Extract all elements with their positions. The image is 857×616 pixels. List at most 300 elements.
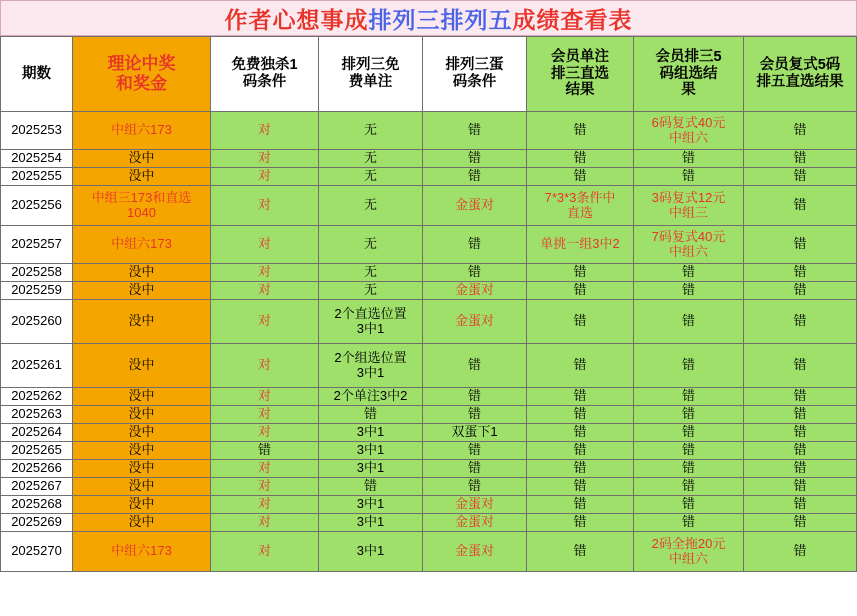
cell-free-kill-condition — [211, 226, 319, 264]
cell-theory-prize — [73, 264, 211, 282]
cell-member-5code-group — [634, 496, 744, 514]
cell-line: 2025269 — [11, 514, 62, 530]
cell-line: 2025261 — [11, 357, 62, 373]
cell-line: 金蛋对 — [454, 514, 494, 530]
cell-theory-prize — [73, 282, 211, 300]
cell-free-kill-condition — [211, 478, 319, 496]
cell-free-kill-condition — [211, 388, 319, 406]
cell-line: 错 — [467, 442, 481, 458]
cell-free-kill-condition — [211, 442, 319, 460]
cell-line: 没中 — [128, 406, 155, 422]
cell-line: 中组六173 — [111, 122, 172, 138]
cell-line: 2025253 — [11, 122, 62, 138]
cell-egg-code-condition — [423, 186, 527, 226]
table-row — [1, 514, 857, 532]
cell-line: 错 — [573, 150, 587, 166]
cell-free-single-bet — [319, 532, 423, 572]
cell-line: 对 — [257, 313, 271, 329]
cell-line: 对 — [257, 168, 271, 184]
cell-line: 错 — [793, 122, 807, 138]
cell-theory-prize — [73, 150, 211, 168]
cell-line: 对 — [257, 197, 271, 213]
cell-line: 中组六 — [668, 129, 708, 145]
cell-member-p5-direct — [744, 282, 857, 300]
cell-egg-code-condition — [423, 300, 527, 344]
cell-line: 错 — [573, 313, 587, 329]
cell-line: 错 — [793, 496, 807, 512]
cell-member-single-direct — [527, 388, 634, 406]
column-header-6 — [634, 37, 744, 112]
cell-period — [1, 264, 73, 282]
column-header-3 — [319, 37, 423, 112]
cell-egg-code-condition — [423, 168, 527, 186]
cell-member-single-direct — [527, 406, 634, 424]
cell-member-single-direct — [527, 514, 634, 532]
cell-member-single-direct — [527, 186, 634, 226]
cell-line: 错 — [681, 478, 695, 494]
cell-line: 对 — [257, 357, 271, 373]
table-row — [1, 168, 857, 186]
cell-line: 3中1 — [356, 496, 385, 512]
cell-line: 无 — [363, 282, 377, 298]
column-header-line: 费单注 — [348, 74, 393, 90]
cell-member-5code-group — [634, 168, 744, 186]
cell-member-5code-group — [634, 226, 744, 264]
cell-line: 错 — [793, 514, 807, 530]
cell-free-kill-condition — [211, 496, 319, 514]
table-row — [1, 406, 857, 424]
cell-line: 错 — [681, 460, 695, 476]
cell-period — [1, 442, 73, 460]
cell-line: 错 — [681, 168, 695, 184]
table-row — [1, 112, 857, 150]
results-table — [0, 36, 857, 572]
cell-line: 错 — [681, 388, 695, 404]
cell-member-single-direct — [527, 112, 634, 150]
cell-line: 错 — [573, 357, 587, 373]
cell-line: 2025254 — [11, 150, 62, 166]
cell-line: 没中 — [128, 150, 155, 166]
cell-line: 错 — [467, 357, 481, 373]
cell-free-kill-condition — [211, 532, 319, 572]
cell-member-p5-direct — [744, 442, 857, 460]
cell-line: 单挑一组3中2 — [540, 236, 620, 252]
cell-period — [1, 478, 73, 496]
cell-line: 对 — [257, 122, 271, 138]
cell-member-p5-direct — [744, 424, 857, 442]
cell-line: 错 — [681, 514, 695, 530]
cell-member-5code-group — [634, 264, 744, 282]
cell-theory-prize — [73, 496, 211, 514]
table-row — [1, 496, 857, 514]
cell-free-single-bet — [319, 406, 423, 424]
cell-member-single-direct — [527, 478, 634, 496]
cell-member-p5-direct — [744, 300, 857, 344]
cell-line: 2025267 — [11, 478, 62, 494]
cell-line: 对 — [257, 424, 271, 440]
cell-line: 错 — [573, 168, 587, 184]
cell-line: 没中 — [128, 442, 155, 458]
cell-line: 3中1 — [356, 320, 385, 336]
cell-line: 错 — [793, 460, 807, 476]
column-header-4 — [423, 37, 527, 112]
column-header-line: 期数 — [22, 65, 51, 82]
cell-line: 对 — [257, 236, 271, 252]
cell-period — [1, 514, 73, 532]
column-header-line: 果 — [681, 82, 696, 99]
cell-member-p5-direct — [744, 344, 857, 388]
cell-line: 2025262 — [11, 388, 62, 404]
cell-member-5code-group — [634, 424, 744, 442]
cell-line: 对 — [257, 478, 271, 494]
cell-free-kill-condition — [211, 112, 319, 150]
cell-member-single-direct — [527, 442, 634, 460]
cell-line: 双蛋下1 — [451, 424, 498, 440]
cell-egg-code-condition — [423, 514, 527, 532]
cell-line: 2025256 — [11, 197, 62, 213]
cell-line: 错 — [793, 236, 807, 252]
table-row — [1, 186, 857, 226]
table-row — [1, 300, 857, 344]
cell-theory-prize — [73, 532, 211, 572]
cell-line: 没中 — [128, 357, 155, 373]
cell-line: 3中1 — [356, 364, 385, 380]
cell-member-single-direct — [527, 460, 634, 478]
cell-line: 错 — [681, 357, 695, 373]
cell-theory-prize — [73, 442, 211, 460]
cell-theory-prize — [73, 424, 211, 442]
table-row — [1, 150, 857, 168]
cell-member-p5-direct — [744, 514, 857, 532]
column-header-line: 会员单注 — [551, 48, 609, 65]
cell-member-5code-group — [634, 442, 744, 460]
table-row — [1, 424, 857, 442]
cell-period — [1, 186, 73, 226]
cell-line: 错 — [793, 388, 807, 404]
table-row — [1, 344, 857, 388]
cell-line: 错 — [363, 406, 377, 422]
cell-free-kill-condition — [211, 300, 319, 344]
cell-period — [1, 344, 73, 388]
column-header-line: 排列三免 — [341, 57, 400, 74]
cell-line: 错 — [681, 442, 695, 458]
cell-line: 2025255 — [11, 168, 62, 184]
cell-line: 没中 — [128, 514, 155, 530]
table-row — [1, 226, 857, 264]
cell-line: 错 — [573, 282, 587, 298]
cell-line: 错 — [467, 388, 481, 404]
table-row — [1, 282, 857, 300]
cell-member-5code-group — [634, 112, 744, 150]
table-row — [1, 264, 857, 282]
cell-line: 中组六 — [668, 550, 708, 566]
cell-line: 错 — [681, 424, 695, 440]
column-header-line: 理论中奖 — [107, 54, 176, 74]
cell-line: 对 — [257, 388, 271, 404]
cell-member-single-direct — [527, 424, 634, 442]
cell-member-p5-direct — [744, 168, 857, 186]
table-row — [1, 478, 857, 496]
cell-line: 错 — [573, 460, 587, 476]
cell-egg-code-condition — [423, 460, 527, 478]
cell-theory-prize — [73, 406, 211, 424]
cell-line: 3中1 — [356, 460, 385, 476]
cell-free-kill-condition — [211, 264, 319, 282]
cell-free-single-bet — [319, 460, 423, 478]
cell-free-kill-condition — [211, 168, 319, 186]
cell-line: 对 — [257, 150, 271, 166]
title-prefix: 作者心想事成 — [224, 6, 369, 33]
cell-period — [1, 406, 73, 424]
cell-member-single-direct — [527, 300, 634, 344]
cell-line: 2码全拖20元 — [651, 535, 726, 551]
cell-theory-prize — [73, 388, 211, 406]
cell-line: 1040 — [127, 204, 156, 220]
cell-egg-code-condition — [423, 442, 527, 460]
cell-line: 2025270 — [11, 543, 62, 559]
cell-line: 2025257 — [11, 236, 62, 252]
cell-line: 2025268 — [11, 496, 62, 512]
cell-member-5code-group — [634, 388, 744, 406]
cell-line: 错 — [793, 168, 807, 184]
cell-egg-code-condition — [423, 496, 527, 514]
cell-line: 错 — [257, 442, 271, 458]
cell-free-single-bet — [319, 478, 423, 496]
cell-period — [1, 282, 73, 300]
cell-period — [1, 168, 73, 186]
column-header-line: 码条件 — [242, 74, 287, 90]
cell-member-single-direct — [527, 532, 634, 572]
cell-member-p5-direct — [744, 406, 857, 424]
cell-period — [1, 496, 73, 514]
cell-member-single-direct — [527, 282, 634, 300]
cell-line: 对 — [257, 460, 271, 476]
cell-free-single-bet — [319, 424, 423, 442]
cell-line: 没中 — [128, 168, 155, 184]
cell-egg-code-condition — [423, 344, 527, 388]
column-header-line: 排列三蛋 — [445, 57, 504, 74]
cell-line: 没中 — [128, 282, 155, 298]
cell-egg-code-condition — [423, 226, 527, 264]
cell-member-p5-direct — [744, 532, 857, 572]
cell-line: 无 — [363, 168, 377, 184]
cell-line: 无 — [363, 197, 377, 213]
header-row — [1, 37, 857, 112]
cell-line: 没中 — [128, 460, 155, 476]
cell-line: 错 — [467, 122, 481, 138]
cell-line: 2025266 — [11, 460, 62, 476]
cell-free-single-bet — [319, 496, 423, 514]
cell-line: 没中 — [128, 264, 155, 280]
cell-line: 错 — [793, 357, 807, 373]
cell-member-p5-direct — [744, 460, 857, 478]
cell-egg-code-condition — [423, 264, 527, 282]
title-middle: 排列三排列五 — [368, 6, 513, 33]
cell-line: 错 — [573, 514, 587, 530]
cell-line: 2个组选位置 — [334, 349, 407, 365]
cell-member-single-direct — [527, 344, 634, 388]
cell-line: 错 — [681, 313, 695, 329]
cell-line: 错 — [573, 264, 587, 280]
cell-member-single-direct — [527, 264, 634, 282]
cell-line: 无 — [363, 122, 377, 138]
cell-line: 6码复式40元 — [651, 114, 726, 130]
cell-line: 错 — [467, 406, 481, 422]
table-row — [1, 460, 857, 478]
cell-line: 错 — [467, 264, 481, 280]
cell-member-single-direct — [527, 150, 634, 168]
cell-period — [1, 150, 73, 168]
cell-line: 没中 — [128, 424, 155, 440]
table-row — [1, 442, 857, 460]
cell-line: 金蛋对 — [454, 313, 494, 329]
cell-theory-prize — [73, 226, 211, 264]
cell-egg-code-condition — [423, 478, 527, 496]
column-header-line: 会员复式5码 — [759, 57, 841, 74]
cell-member-5code-group — [634, 532, 744, 572]
cell-free-single-bet — [319, 264, 423, 282]
page-title — [225, 2, 633, 35]
column-header-line: 码条件 — [452, 74, 497, 90]
cell-line: 金蛋对 — [454, 282, 494, 298]
cell-line: 错 — [573, 406, 587, 422]
cell-free-kill-condition — [211, 150, 319, 168]
cell-line: 对 — [257, 543, 271, 559]
cell-theory-prize — [73, 300, 211, 344]
column-header-2 — [211, 37, 319, 112]
cell-line: 错 — [573, 478, 587, 494]
table-header — [1, 37, 857, 112]
cell-line: 错 — [793, 424, 807, 440]
cell-theory-prize — [73, 478, 211, 496]
cell-free-kill-condition — [211, 282, 319, 300]
cell-line: 错 — [467, 460, 481, 476]
cell-line: 2025259 — [11, 282, 62, 298]
cell-line: 错 — [681, 406, 695, 422]
cell-line: 对 — [257, 264, 271, 280]
cell-line: 3中1 — [356, 442, 385, 458]
cell-member-single-direct — [527, 226, 634, 264]
cell-period — [1, 300, 73, 344]
cell-member-p5-direct — [744, 264, 857, 282]
cell-free-single-bet — [319, 442, 423, 460]
cell-line: 2025263 — [11, 406, 62, 422]
cell-member-single-direct — [527, 496, 634, 514]
cell-member-p5-direct — [744, 388, 857, 406]
cell-theory-prize — [73, 344, 211, 388]
cell-line: 对 — [257, 514, 271, 530]
cell-free-single-bet — [319, 150, 423, 168]
column-header-line: 排五直选结果 — [756, 74, 844, 90]
cell-line: 错 — [681, 264, 695, 280]
cell-line: 错 — [793, 406, 807, 422]
cell-line: 对 — [257, 406, 271, 422]
cell-line: 错 — [793, 442, 807, 458]
cell-line: 2个单注3中2 — [333, 388, 408, 404]
cell-line: 中组六173 — [111, 543, 172, 559]
cell-member-p5-direct — [744, 226, 857, 264]
cell-line: 错 — [363, 478, 377, 494]
column-header-line: 结果 — [565, 82, 595, 99]
title-suffix: 成绩查看表 — [512, 6, 633, 33]
cell-member-5code-group — [634, 186, 744, 226]
cell-member-5code-group — [634, 514, 744, 532]
table-row — [1, 532, 857, 572]
cell-member-5code-group — [634, 282, 744, 300]
cell-free-kill-condition — [211, 460, 319, 478]
cell-line: 没中 — [128, 478, 155, 494]
cell-line: 3中1 — [356, 543, 385, 559]
cell-member-p5-direct — [744, 112, 857, 150]
table-row — [1, 388, 857, 406]
cell-free-kill-condition — [211, 424, 319, 442]
column-header-line: 码组选结 — [659, 65, 718, 82]
cell-free-single-bet — [319, 344, 423, 388]
cell-line: 对 — [257, 496, 271, 512]
cell-line: 金蛋对 — [454, 197, 494, 213]
cell-free-single-bet — [319, 514, 423, 532]
cell-line: 错 — [681, 496, 695, 512]
cell-egg-code-condition — [423, 388, 527, 406]
cell-free-single-bet — [319, 186, 423, 226]
column-header-5 — [527, 37, 634, 112]
cell-egg-code-condition — [423, 532, 527, 572]
cell-line: 错 — [573, 442, 587, 458]
cell-egg-code-condition — [423, 424, 527, 442]
cell-line: 错 — [573, 496, 587, 512]
column-header-7 — [744, 37, 857, 112]
cell-line: 3中1 — [356, 424, 385, 440]
cell-member-5code-group — [634, 478, 744, 496]
cell-line: 错 — [467, 236, 481, 252]
cell-period — [1, 388, 73, 406]
cell-period — [1, 226, 73, 264]
cell-line: 无 — [363, 150, 377, 166]
cell-free-single-bet — [319, 388, 423, 406]
cell-period — [1, 460, 73, 478]
cell-member-p5-direct — [744, 150, 857, 168]
cell-egg-code-condition — [423, 406, 527, 424]
cell-line: 没中 — [128, 496, 155, 512]
table-body — [1, 112, 857, 572]
cell-free-single-bet — [319, 168, 423, 186]
cell-member-p5-direct — [744, 186, 857, 226]
cell-member-5code-group — [634, 406, 744, 424]
column-header-line: 排三直选 — [551, 65, 609, 82]
cell-line: 中组六 — [668, 243, 708, 259]
cell-line: 错 — [793, 543, 807, 559]
cell-line: 错 — [793, 282, 807, 298]
cell-free-single-bet — [319, 282, 423, 300]
cell-member-5code-group — [634, 344, 744, 388]
cell-free-kill-condition — [211, 186, 319, 226]
cell-egg-code-condition — [423, 282, 527, 300]
cell-line: 中组六173 — [111, 236, 172, 252]
cell-line: 7*3*3条件中 — [544, 189, 616, 205]
cell-line: 错 — [573, 543, 587, 559]
column-header-0 — [1, 37, 73, 112]
cell-theory-prize — [73, 514, 211, 532]
cell-line: 错 — [467, 168, 481, 184]
cell-line: 中组三173和直选 — [91, 189, 192, 205]
cell-line: 错 — [573, 424, 587, 440]
cell-member-p5-direct — [744, 496, 857, 514]
cell-line: 对 — [257, 282, 271, 298]
cell-free-single-bet — [319, 112, 423, 150]
cell-line: 错 — [681, 282, 695, 298]
cell-line: 无 — [363, 236, 377, 252]
cell-free-kill-condition — [211, 514, 319, 532]
